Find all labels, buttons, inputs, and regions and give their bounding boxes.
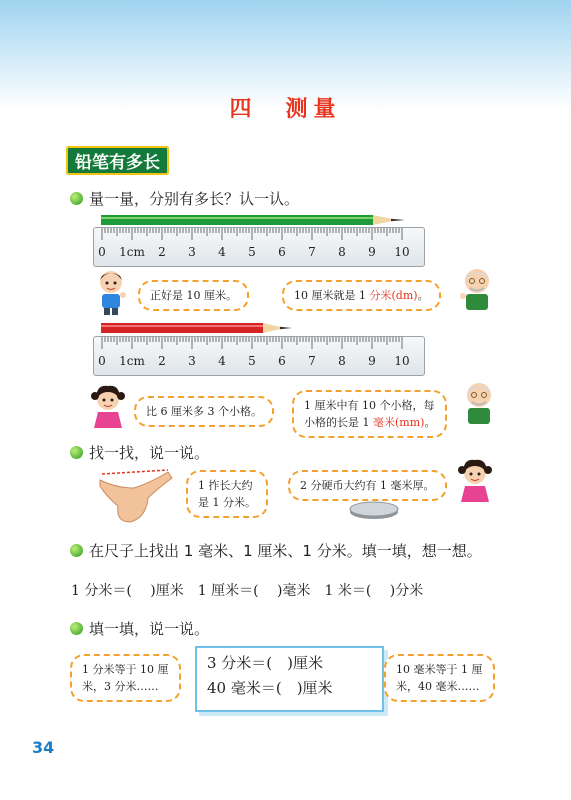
green-dot-icon — [70, 192, 83, 205]
speech-bubble-5: 1 拃长大约 是 1 分米。 — [186, 470, 268, 518]
speech-bubble-6: 2 分硬币大约有 1 毫米厚。 — [288, 470, 447, 501]
exercise-line-1: 3 分米＝( )厘米 — [207, 654, 324, 672]
hand-span-illustration — [96, 468, 176, 524]
question-3-text: 在尺子上找出 1 毫米、1 厘米、1 分米。填一填，想一想。 — [89, 542, 482, 560]
speech-bubble-8: 10 毫米等于 1 厘 米，40 毫米…… — [384, 654, 495, 702]
exercise-line-2: 40 毫米＝( )厘米 — [207, 679, 333, 697]
exercise-box — [195, 646, 384, 712]
page-title: 四 测量 — [229, 97, 342, 122]
ruler-2: 0 1cm 2 3 4 5 6 7 8 9 10 — [93, 336, 425, 376]
page-number: 34 — [32, 738, 55, 757]
grandpa-avatar — [456, 266, 498, 314]
boy-avatar — [92, 268, 130, 316]
question-4 — [70, 618, 209, 639]
speech-bubble-2: 10 厘米就是 1 分米(dm)。 — [282, 280, 441, 311]
question-1-text: 量一量，分别有多长？认一认。 — [89, 190, 300, 208]
question-2-text: 找一找，说一说。 — [89, 444, 210, 462]
coin-icon — [348, 500, 400, 520]
girl-avatar — [88, 384, 128, 434]
speech-bubble-1: 正好是 10 厘米。 — [138, 280, 249, 311]
section-label: 铅笔有多长 — [66, 146, 169, 175]
ruler-2-ticks — [94, 337, 424, 351]
question-4-text: 填一填，说一说。 — [89, 620, 210, 638]
ruler-1-ticks — [94, 228, 424, 242]
green-dot-icon — [70, 446, 83, 459]
green-pencil — [101, 214, 406, 226]
red-pencil — [101, 322, 293, 334]
question-2 — [70, 442, 209, 463]
grandpa-avatar-2 — [458, 380, 500, 428]
fill-blank-line: 1 分米＝( )厘米 1 厘米＝( )毫米 1 米＝( )分米 — [71, 583, 424, 599]
ruler-1: 0 1cm 2 3 4 5 6 7 8 9 10 — [93, 227, 425, 267]
green-dot-icon — [70, 622, 83, 635]
question-3 — [70, 540, 482, 561]
speech-bubble-3: 比 6 厘米多 3 个小格。 — [134, 396, 274, 427]
speech-bubble-7: 1 分米等于 10 厘 米，3 分米…… — [70, 654, 181, 702]
green-dot-icon — [70, 544, 83, 557]
question-1 — [70, 188, 299, 209]
girl-avatar-2 — [455, 458, 495, 508]
speech-bubble-4: 1 厘米中有 10 个小格，每 小格的长是 1 毫米(mm)。 — [292, 390, 447, 438]
